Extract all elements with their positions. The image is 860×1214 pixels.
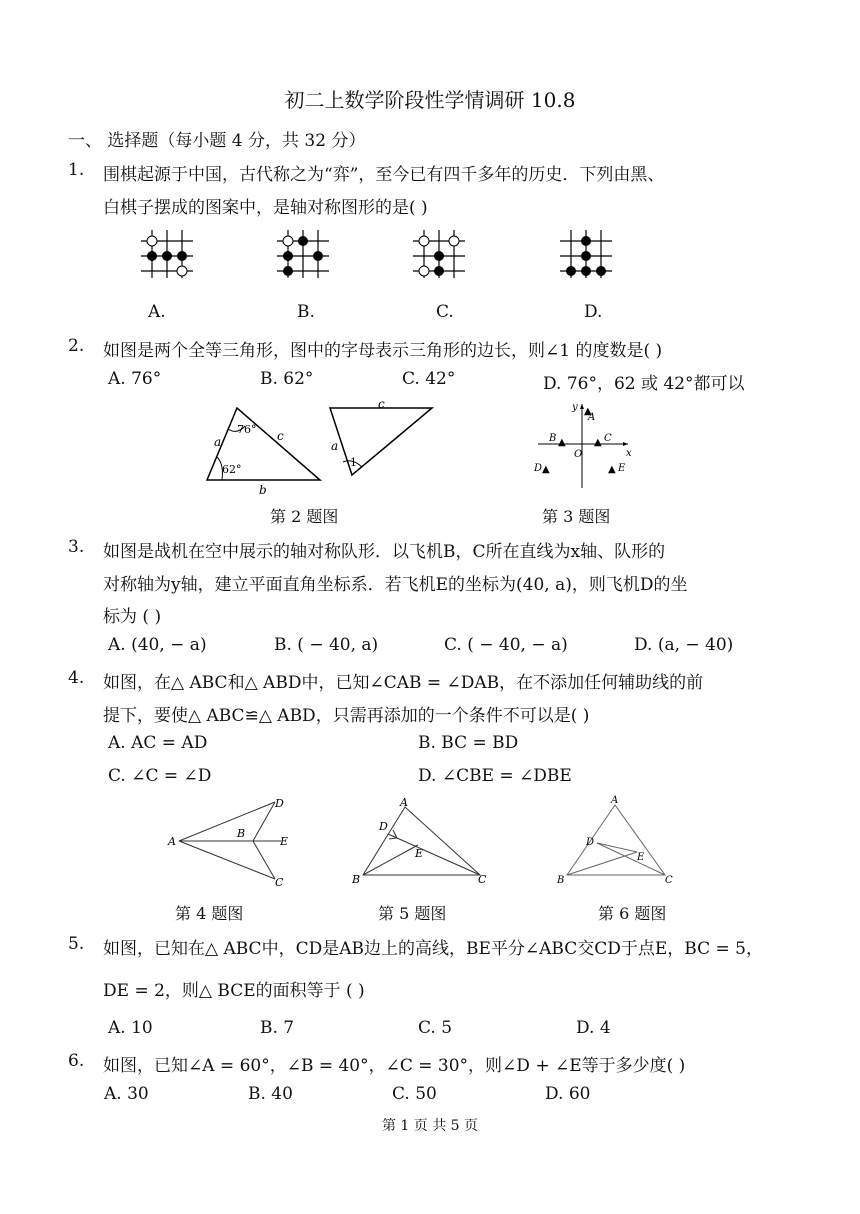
go-board-b [274, 228, 334, 280]
fig2-angle-62: 62° [222, 463, 242, 476]
fig2-angle-1: 1 [350, 456, 357, 469]
fig5-label-d: D [379, 820, 388, 833]
q4-text-line1: 如图，在△ ABC和△ ABD中，已知∠CAB = ∠DAB，在不添加任何辅助线的前 [103, 673, 704, 693]
fig3-plane-a: A [588, 412, 596, 423]
fig2-label-a2: a [331, 439, 339, 453]
fig2-caption: 第 2 题图 [270, 507, 339, 526]
fig2-triangles [200, 397, 440, 497]
fig4-diagram [165, 795, 295, 890]
fig2-angle-76: 76° [237, 423, 257, 436]
q6-option-a[interactable]: A. 30 [104, 1084, 149, 1104]
fig5-label-b: B [352, 873, 361, 886]
fig5-label-e: E [415, 847, 424, 860]
q3-option-b[interactable]: B. ( − 40, a) [274, 635, 379, 655]
svg-text:▲: ▲ [558, 437, 566, 448]
fig2-label-c2: c [378, 397, 385, 411]
q1-number: 1. [68, 160, 85, 180]
fig4-label-a: A [168, 835, 176, 848]
q3-number: 3. [68, 537, 85, 557]
q2-option-b[interactable]: B. 62° [260, 369, 314, 389]
fig3-axis-x: x [626, 448, 632, 459]
q5-text-line1: 如图，已知在△ ABC中，CD是AB边上的高线，BE平分∠ABC交CD于点E，BC = 5， [103, 939, 763, 959]
q3-option-d[interactable]: D. (a, − 40) [634, 635, 734, 655]
q3-option-c[interactable]: C. ( − 40, − a) [444, 635, 568, 655]
fig3-plane-b: B [549, 433, 557, 444]
fig5-label-c: C [478, 873, 487, 886]
fig4-label-e: E [280, 835, 289, 848]
svg-text:▲: ▲ [594, 437, 602, 448]
fig4-label-d: D [275, 797, 284, 810]
q5-option-a[interactable]: A. 10 [108, 1018, 153, 1038]
q1-text-line2: 白棋子摆成的图案中，是轴对称图形的是( ) [103, 198, 428, 218]
fig3-coordinate-plane [528, 400, 638, 490]
q3-text-line3: 标为 ( ) [103, 607, 162, 627]
fig3-plane-c: C [604, 433, 612, 444]
fig6-label-b: B [557, 875, 565, 886]
fig5-diagram [348, 795, 493, 890]
fig5-label-a: A [400, 796, 408, 809]
go-board-c [410, 228, 470, 280]
q2-number: 2. [68, 336, 85, 356]
q2-text-line1: 如图是两个全等三角形，图中的字母表示三角形的边长，则∠1 的度数是( ) [103, 341, 663, 361]
go-board-a [138, 228, 198, 280]
svg-text:▲: ▲ [608, 464, 616, 475]
fig4-label-b: B [237, 827, 246, 840]
q3-text-line2: 对称轴为y轴，建立平面直角坐标系．若飞机E的坐标为(40, a)，则飞机D的坐 [103, 575, 688, 595]
q6-option-c[interactable]: C. 50 [392, 1084, 437, 1104]
section-heading: 一、 选择题（每小题 4 分，共 32 分） [68, 131, 366, 151]
q4-option-b[interactable]: B. BC = BD [418, 733, 519, 753]
q4-number: 4. [68, 668, 85, 688]
q6-option-d[interactable]: D. 60 [545, 1084, 591, 1104]
q6-text-line1: 如图，已知∠A = 60°，∠B = 40°，∠C = 30°，则∠D + ∠E等于多少度( ) [103, 1056, 686, 1076]
q5-text-line2: DE = 2，则△ BCE的面积等于 ( ) [103, 981, 365, 1001]
q1-option-d[interactable]: D. [584, 302, 603, 322]
q4-text-line2: 提下，要使△ ABC≌△ ABD，只需再添加的一个条件不可以是( ) [103, 706, 590, 726]
q2-option-c[interactable]: C. 42° [402, 369, 456, 389]
fig4-caption: 第 4 题图 [175, 904, 244, 923]
q1-option-a[interactable]: A. [148, 302, 166, 322]
fig3-origin: O [574, 449, 583, 460]
fig2-label-a: a [214, 435, 222, 449]
q3-text-line1: 如图是战机在空中展示的轴对称队形．以飞机B，C所在直线为x轴、队形的 [103, 542, 666, 562]
q1-text-line1: 围棋起源于中国，古代称之为“弈”，至今已有四千多年的历史．下列由黑、 [103, 165, 665, 185]
q6-option-b[interactable]: B. 40 [248, 1084, 293, 1104]
svg-text:▲: ▲ [584, 406, 592, 417]
q4-option-c[interactable]: C. ∠C = ∠D [108, 766, 212, 786]
q5-option-b[interactable]: B. 7 [260, 1018, 295, 1038]
fig5-caption: 第 5 题图 [378, 904, 447, 923]
fig6-diagram [555, 795, 685, 890]
q2-option-a[interactable]: A. 76° [108, 369, 162, 389]
q1-option-c[interactable]: C. [436, 302, 454, 322]
fig4-label-c: C [275, 876, 284, 889]
fig3-caption: 第 3 题图 [542, 507, 611, 526]
fig3-plane-d: D [534, 463, 543, 474]
svg-text:▲: ▲ [542, 464, 550, 475]
fig6-caption: 第 6 题图 [598, 904, 667, 923]
q1-option-b[interactable]: B. [297, 302, 315, 322]
fig6-label-a: A [611, 795, 619, 806]
q2-option-d[interactable]: D. 76°，62 或 42°都可以 [543, 374, 745, 394]
q4-option-d[interactable]: D. ∠CBE = ∠DBE [418, 766, 572, 786]
q4-option-a[interactable]: A. AC = AD [108, 733, 208, 753]
q6-number: 6. [68, 1051, 85, 1071]
page-title: 初二上数学阶段性学情调研 10.8 [284, 88, 576, 112]
fig3-axis-y: y [572, 402, 578, 413]
fig6-label-c: C [665, 875, 673, 886]
fig6-label-e: E [637, 852, 645, 863]
fig6-label-d: D [586, 837, 595, 848]
q5-option-c[interactable]: C. 5 [418, 1018, 453, 1038]
page-footer: 第 1 页 共 5 页 [381, 1118, 479, 1134]
fig2-label-b: b [259, 483, 267, 497]
q5-option-d[interactable]: D. 4 [576, 1018, 611, 1038]
fig2-label-c: c [277, 429, 284, 443]
q3-option-a[interactable]: A. (40, − a) [108, 635, 207, 655]
go-board-d [557, 228, 617, 280]
q5-number: 5. [68, 934, 85, 954]
fig3-plane-e: E [618, 463, 626, 474]
